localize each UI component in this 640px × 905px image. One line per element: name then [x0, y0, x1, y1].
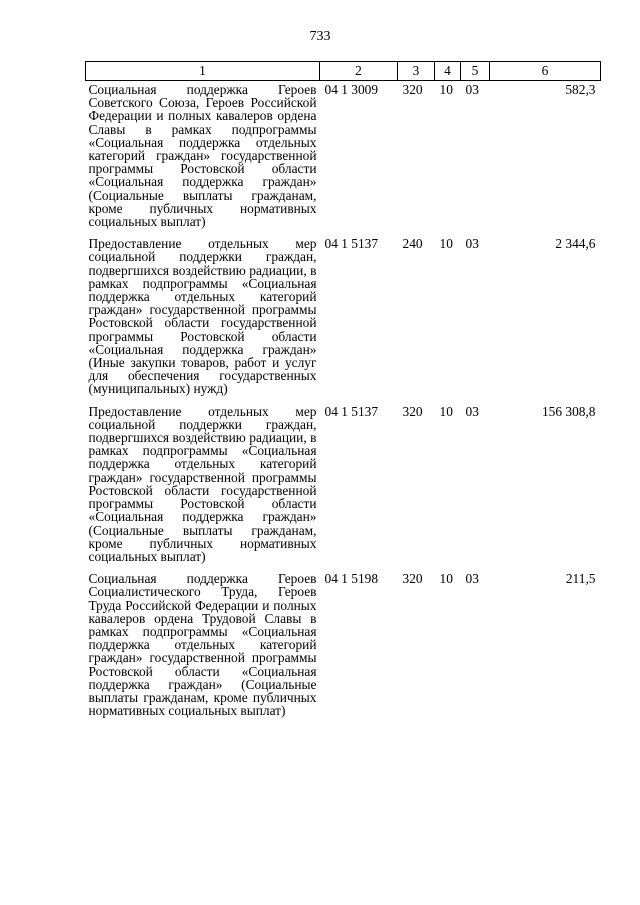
row-column-3: 240: [402, 236, 423, 252]
row-column-4: 10: [439, 236, 453, 252]
table-row: [86, 570, 601, 724]
row-column-3: 320: [402, 403, 423, 419]
table-header-row: [86, 62, 601, 81]
column-header-2: 2: [320, 62, 398, 81]
row-description: Предоставление отдельных мер социальной поддержки граждан, подвергшихся воздействию радиации, в рамках подпрограммы «Социальная поддержка отдельных категорий граждан» государственной программы Ростовской области государственной программы Ростовской области «Социальная поддержка граждан» (Социальные выплаты гражданам, кроме публичных нормативных социальных выплат): [88, 403, 317, 564]
row-code: 04 1 5198: [324, 571, 379, 587]
row-code: 04 1 5137: [324, 236, 379, 252]
row-column-5: 03: [465, 571, 479, 587]
row-amount: 582,3: [565, 82, 596, 97]
table-row: [86, 81, 601, 236]
row-column-4: 10: [439, 82, 453, 97]
row-amount: 211,5: [565, 571, 596, 587]
row-column-4: 10: [439, 403, 453, 419]
row-column-5: 03: [465, 82, 479, 97]
row-column-5: 03: [465, 403, 479, 419]
column-header-5: 5: [461, 62, 490, 81]
row-column-3: 320: [402, 82, 423, 97]
row-column-5: 03: [465, 236, 479, 252]
column-header-4: 4: [435, 62, 461, 81]
budget-table: [85, 61, 601, 724]
row-amount: 2 344,6: [555, 236, 596, 252]
row-description: Социальная поддержка Героев Советского Союза, Героев Российской Федерации и полных кавалеров ордена Славы в рамках подпрограммы «Социальная поддержка отдельных категорий граждан» государственной программы Ростовской области «Социальная поддержка граждан» (Социальные выплаты гражданам, кроме публичных нормативных социальных выплат): [88, 82, 317, 230]
row-column-3: 320: [402, 571, 423, 587]
table-row: [86, 403, 601, 570]
row-amount: 156 308,8: [541, 403, 596, 419]
row-code: 04 1 5137: [324, 403, 379, 419]
row-code: 04 1 3009: [324, 82, 379, 97]
page-number: 733: [309, 29, 331, 44]
column-header-3: 3: [398, 62, 435, 81]
column-header-1: 1: [86, 62, 320, 81]
column-header-6: 6: [490, 62, 601, 81]
row-description: Предоставление отдельных мер социальной поддержки граждан, подвергшихся воздействию радиации, в рамках подпрограммы «Социальная поддержка отдельных категорий граждан» государственной программы Ростовской области государственной программы Ростовской области «Социальная поддержка граждан» (Иные закупки товаров, работ и услуг для обеспечения государственных (муниципальных) нужд): [88, 236, 317, 397]
table-row: [86, 235, 601, 402]
row-description: Социальная поддержка Героев Социалистического Труда, Героев Труда Российской Федерации и полных кавалеров ордена Трудовой Славы в рамках подпрограммы «Социальная поддержка отдельных категорий граждан» государственной программы Ростовской области «Социальная поддержка граждан» (Социальные выплаты гражданам, кроме публичных нормативных социальных выплат): [88, 571, 317, 719]
row-column-4: 10: [439, 571, 453, 587]
